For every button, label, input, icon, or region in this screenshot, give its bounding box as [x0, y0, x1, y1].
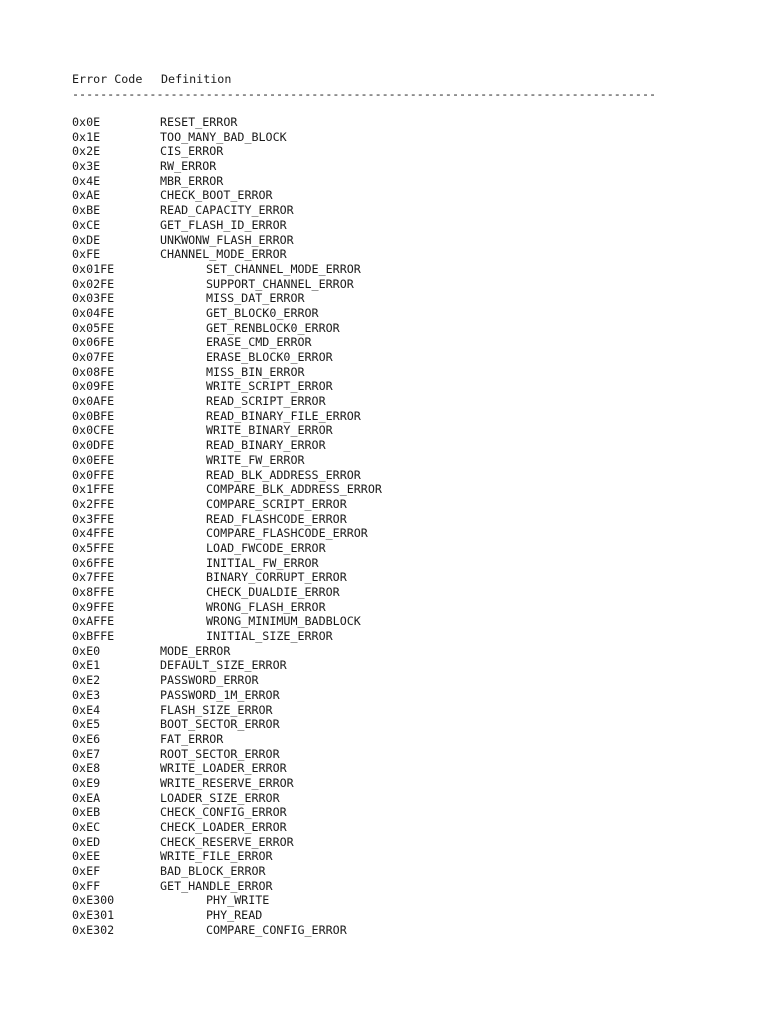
error-code: 0x1E — [72, 129, 101, 144]
error-code: 0x7FFE — [72, 570, 115, 585]
table-row — [72, 159, 712, 174]
error-definition: WRONG_MINIMUM_BADBLOCK — [206, 614, 361, 629]
error-definition: WRITE_FILE_ERROR — [160, 849, 273, 864]
definition-heading: Definition — [161, 72, 232, 86]
error-definition: WRITE_SCRIPT_ERROR — [206, 379, 333, 394]
error-code: 0xBE — [72, 203, 101, 218]
table-row — [72, 585, 712, 600]
error-code: 0xDE — [72, 232, 101, 247]
error-definition: GET_HANDLE_ERROR — [160, 878, 273, 893]
error-code: 0xE1 — [72, 658, 101, 673]
error-definition: COMPARE_FLASHCODE_ERROR — [206, 526, 368, 541]
table-row — [72, 321, 712, 336]
table-row — [72, 614, 712, 629]
table-row — [72, 688, 712, 703]
error-definition: GET_FLASH_ID_ERROR — [160, 217, 287, 232]
error-code: 0xE7 — [72, 746, 101, 761]
error-definition: READ_SCRIPT_ERROR — [206, 394, 326, 409]
table-row — [72, 541, 712, 556]
table-row — [72, 233, 712, 248]
error-definition: SET_CHANNEL_MODE_ERROR — [206, 261, 361, 276]
table-row — [72, 703, 712, 718]
error-definition: BOOT_SECTOR_ERROR — [160, 717, 280, 732]
table-row — [72, 188, 712, 203]
table-row — [72, 570, 712, 585]
error-code: 0xE301 — [72, 908, 115, 923]
error-definition: INITIAL_FW_ERROR — [206, 555, 319, 570]
error-code: 0xE302 — [72, 922, 115, 937]
error-code: 0xFE — [72, 247, 101, 262]
table-row — [72, 497, 712, 512]
error-code: 0xE4 — [72, 702, 101, 717]
error-code: 0xBFFE — [72, 629, 115, 644]
table-row — [72, 776, 712, 791]
table-row — [72, 717, 712, 732]
error-code: 0x0CFE — [72, 423, 115, 438]
table-row — [72, 144, 712, 159]
error-code: 0x3E — [72, 159, 101, 174]
error-definition: WRITE_BINARY_ERROR — [206, 423, 333, 438]
table-row — [72, 438, 712, 453]
error-definition: MISS_DAT_ERROR — [206, 291, 305, 306]
table-row — [72, 761, 712, 776]
error-definition: CHECK_CONFIG_ERROR — [160, 805, 287, 820]
error-code: 0x2FFE — [72, 496, 115, 511]
error-definition: WRITE_RESERVE_ERROR — [160, 775, 294, 790]
error-code: 0x4FFE — [72, 526, 115, 541]
table-row — [72, 335, 712, 350]
table-row — [72, 526, 712, 541]
error-definition: COMPARE_SCRIPT_ERROR — [206, 496, 347, 511]
error-definition: ERASE_BLOCK0_ERROR — [206, 350, 333, 364]
error-code: 0x9FFE — [72, 599, 115, 614]
error-definition: COMPARE_BLK_ADDRESS_ERROR — [206, 482, 382, 497]
error-code: 0xE8 — [72, 761, 101, 776]
error-code: 0x01FE — [72, 261, 115, 276]
table-row — [72, 849, 712, 864]
error-code: 0xEE — [72, 849, 101, 864]
error-code: 0x0BFE — [72, 408, 115, 423]
error-definition: READ_CAPACITY_ERROR — [160, 203, 294, 218]
error-definition: READ_BINARY_FILE_ERROR — [206, 408, 361, 423]
table-row — [72, 468, 712, 483]
error-code: 0xE9 — [72, 775, 101, 790]
error-code: 0x3FFE — [72, 511, 115, 526]
error-definition: GET_RENBLOCK0_ERROR — [206, 320, 340, 335]
table-row — [72, 600, 712, 615]
error-definition: MODE_ERROR — [160, 643, 231, 658]
error-code: 0x0DFE — [72, 438, 115, 453]
table-row — [72, 923, 712, 938]
error-definition: PHY_READ — [206, 908, 263, 923]
error-code: 0x0E — [72, 115, 101, 129]
error-code: 0xE300 — [72, 893, 115, 908]
error-code: 0x5FFE — [72, 540, 115, 555]
error-code: 0x8FFE — [72, 585, 115, 599]
table-row — [72, 482, 712, 497]
error-definition: CHECK_LOADER_ERROR — [160, 820, 287, 834]
table-row — [72, 805, 712, 820]
error-code: 0x6FFE — [72, 555, 115, 570]
error-code: 0xE2 — [72, 673, 101, 688]
error-code: 0xE5 — [72, 717, 101, 732]
error-definition: COMPARE_CONFIG_ERROR — [206, 922, 347, 937]
error-definition: READ_FLASHCODE_ERROR — [206, 511, 347, 526]
error-definition: PHY_WRITE — [206, 893, 270, 908]
error-definition: ERASE_CMD_ERROR — [206, 335, 312, 350]
error-code: 0x04FE — [72, 305, 115, 320]
table-row — [72, 908, 712, 923]
error-code: 0xCE — [72, 217, 101, 232]
error-code: 0xED — [72, 834, 101, 849]
table-row — [72, 791, 712, 806]
error-code-list — [72, 115, 712, 938]
table-row — [72, 262, 712, 277]
table-row — [72, 879, 712, 894]
error-definition: READ_BINARY_ERROR — [206, 438, 326, 453]
table-row — [72, 247, 712, 262]
table-row — [72, 203, 712, 218]
table-row — [72, 174, 712, 189]
table-row — [72, 130, 712, 145]
error-code: 0xAFFE — [72, 614, 115, 629]
error-code: 0x0AFE — [72, 394, 115, 409]
table-row — [72, 629, 712, 644]
error-definition: CHECK_RESERVE_ERROR — [160, 834, 294, 849]
table-row — [72, 453, 712, 468]
error-definition: PASSWORD_ERROR — [160, 673, 259, 688]
header-divider: ----------------------------------------------------------------------------------- — [72, 87, 657, 101]
table-row — [72, 291, 712, 306]
table-row — [72, 512, 712, 527]
error-definition: WRITE_FW_ERROR — [206, 452, 305, 467]
table-row — [72, 556, 712, 571]
error-definition: CHECK_DUALDIE_ERROR — [206, 585, 340, 599]
table-row — [72, 306, 712, 321]
error-definition: BAD_BLOCK_ERROR — [160, 864, 266, 879]
table-row — [72, 409, 712, 424]
table-row — [72, 732, 712, 747]
error-code: 0x0FFE — [72, 467, 115, 482]
error-code-heading: Error Code — [72, 72, 143, 86]
table-header — [72, 71, 712, 87]
table-row — [72, 423, 712, 438]
error-code: 0xEF — [72, 864, 101, 879]
error-definition: LOADER_SIZE_ERROR — [160, 790, 280, 805]
error-code: 0xFF — [72, 878, 101, 893]
error-definition: BINARY_CORRUPT_ERROR — [206, 570, 347, 585]
error-code: 0x05FE — [72, 320, 115, 335]
table-row — [72, 747, 712, 762]
table-row — [72, 365, 712, 380]
error-definition: ROOT_SECTOR_ERROR — [160, 746, 280, 761]
error-definition: CHECK_BOOT_ERROR — [160, 188, 273, 203]
error-code: 0x09FE — [72, 379, 115, 394]
error-code: 0x1FFE — [72, 482, 115, 497]
table-row — [72, 864, 712, 879]
error-definition: WRITE_LOADER_ERROR — [160, 761, 287, 776]
error-definition: INITIAL_SIZE_ERROR — [206, 629, 333, 644]
error-code: 0x03FE — [72, 291, 115, 306]
table-row — [72, 379, 712, 394]
error-code: 0x4E — [72, 173, 101, 188]
error-definition: UNKWONW_FLASH_ERROR — [160, 232, 294, 247]
error-code: 0x2E — [72, 144, 101, 159]
table-row — [72, 115, 712, 130]
error-code: 0x07FE — [72, 350, 115, 364]
error-definition: LOAD_FWCODE_ERROR — [206, 540, 326, 555]
error-definition: SUPPORT_CHANNEL_ERROR — [206, 276, 354, 291]
table-row — [72, 218, 712, 233]
error-definition: RW_ERROR — [160, 159, 217, 174]
table-row — [72, 820, 712, 835]
table-row — [72, 658, 712, 673]
table-row — [72, 673, 712, 688]
error-definition: GET_BLOCK0_ERROR — [206, 305, 319, 320]
error-code: 0xAE — [72, 188, 101, 203]
error-code-document — [72, 71, 712, 937]
error-code: 0xEA — [72, 790, 101, 805]
table-row — [72, 893, 712, 908]
error-definition: FLASH_SIZE_ERROR — [160, 702, 273, 717]
error-definition: PASSWORD_1M_ERROR — [160, 687, 280, 702]
error-code: 0x06FE — [72, 335, 115, 350]
error-definition: CHANNEL_MODE_ERROR — [160, 247, 287, 262]
table-row — [72, 394, 712, 409]
error-code: 0x0EFE — [72, 452, 115, 467]
error-definition: MBR_ERROR — [160, 173, 224, 188]
error-code: 0x08FE — [72, 364, 115, 379]
error-code: 0xEC — [72, 820, 101, 834]
error-definition: FAT_ERROR — [160, 731, 224, 746]
error-definition: RESET_ERROR — [160, 115, 238, 129]
error-definition: TOO_MANY_BAD_BLOCK — [160, 129, 287, 144]
error-definition: CIS_ERROR — [160, 144, 224, 159]
table-row — [72, 835, 712, 850]
error-definition: READ_BLK_ADDRESS_ERROR — [206, 467, 361, 482]
error-definition: WRONG_FLASH_ERROR — [206, 599, 326, 614]
table-row — [72, 350, 712, 365]
error-code: 0x02FE — [72, 276, 115, 291]
error-definition: DEFAULT_SIZE_ERROR — [160, 658, 287, 673]
error-code: 0xEB — [72, 805, 101, 820]
error-definition: MISS_BIN_ERROR — [206, 364, 305, 379]
error-code: 0xE0 — [72, 643, 101, 658]
error-code: 0xE6 — [72, 731, 101, 746]
table-row — [72, 644, 712, 659]
error-code: 0xE3 — [72, 687, 101, 702]
table-row — [72, 277, 712, 292]
